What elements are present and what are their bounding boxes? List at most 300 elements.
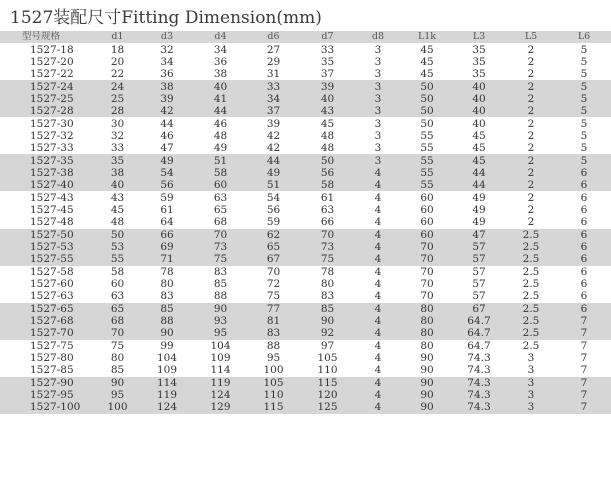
table-row [0,80,611,92]
value-cell: 83 [320,290,335,303]
value-cell: 54 [140,167,194,179]
value-cell: 60 [110,278,125,291]
value-cell: 45 [110,203,125,216]
value-cell: 6 [557,303,611,315]
value-cell: 38 [213,68,228,81]
value-cell: 90 [95,377,140,389]
value-cell: 3 [355,80,401,92]
value-cell: 119 [140,389,194,401]
value-cell: 3 [355,93,401,105]
value-cell: 39 [266,117,281,130]
value-cell: 73 [300,241,355,253]
value-cell: 44 [247,154,300,166]
value-cell: 47 [160,142,174,155]
value-cell: 90 [401,377,453,389]
column-header: d6 [247,31,300,43]
value-cell: 4 [355,303,401,315]
value-cell: 4 [355,377,401,389]
value-cell: 77 [247,303,300,315]
value-cell: 66 [320,216,335,229]
value-cell: 60 [420,191,434,204]
value-cell: 48 [213,129,228,142]
value-cell: 72 [266,278,281,291]
value-cell: 90 [401,389,453,401]
value-cell: 44 [194,105,247,117]
value-cell: 45 [320,117,335,130]
table-row [0,290,611,302]
value-cell: 61 [160,203,174,216]
value-cell: 93 [194,315,247,327]
value-cell: 80 [420,339,434,352]
value-cell: 65 [213,203,228,216]
value-cell: 109 [156,364,178,377]
table-row [0,105,611,117]
value-cell: 6 [580,203,588,216]
model-cell: 1527-48 [30,216,74,229]
value-cell: 40 [300,93,355,105]
value-cell: 70 [420,265,434,278]
model-cell: 1527-75 [30,339,74,352]
value-cell: 40 [453,93,505,105]
table-row [0,191,611,203]
model-cell: 1527-38 [0,167,95,179]
value-cell: 35 [95,154,140,166]
model-cell: 1527-90 [0,377,95,389]
column-header: L6 [557,31,611,43]
value-cell: 78 [320,265,335,278]
value-cell: 80 [110,352,125,365]
table-row [0,303,611,315]
value-cell: 70 [95,327,140,339]
value-cell: 2.5 [505,253,557,265]
value-cell: 4 [355,241,401,253]
table-row [0,154,611,166]
value-cell: 2.5 [522,290,540,303]
value-cell: 50 [420,117,434,130]
value-cell: 20 [110,55,125,68]
table-row [0,204,611,216]
table-row [0,142,611,154]
value-cell: 56 [140,179,194,191]
value-cell: 55 [401,167,453,179]
model-cell: 1527-65 [0,303,95,315]
value-cell: 124 [140,401,194,413]
table-body [0,43,611,413]
value-cell: 70 [401,241,453,253]
value-cell: 95 [95,389,140,401]
table-row [0,130,611,142]
value-cell: 7 [557,401,611,413]
value-cell: 2.5 [522,339,540,352]
value-cell: 4 [355,179,401,191]
value-cell: 4 [355,401,401,413]
value-cell: 46 [213,117,228,130]
value-cell: 70 [401,253,453,265]
value-cell: 4 [374,290,382,303]
value-cell: 49 [472,216,486,229]
model-cell: 1527-32 [30,129,74,142]
value-cell: 7 [557,389,611,401]
table-row [0,352,611,364]
value-cell: 3 [505,389,557,401]
value-cell: 40 [453,105,505,117]
table-row [0,389,611,401]
value-cell: 55 [420,129,434,142]
value-cell: 5 [580,68,588,81]
value-cell: 97 [320,339,335,352]
value-cell: 47 [453,229,505,241]
page-title: 1527装配尺寸Fitting Dimension(mm) [10,8,322,28]
value-cell: 27 [266,43,281,56]
value-cell: 35 [472,55,486,68]
value-cell: 49 [140,154,194,166]
value-cell: 5 [557,80,611,92]
value-cell: 3 [374,43,382,56]
value-cell: 70 [420,290,434,303]
value-cell: 64.7 [467,339,491,352]
model-cell: 1527-45 [30,203,74,216]
table-row [0,377,611,389]
value-cell: 90 [420,352,434,365]
value-cell: 2.5 [505,327,557,339]
value-cell: 33 [247,80,300,92]
value-cell: 110 [317,364,338,377]
model-cell: 1527-25 [0,93,95,105]
value-cell: 2.5 [522,278,540,291]
value-cell: 50 [401,80,453,92]
value-cell: 63 [110,290,125,303]
value-cell: 5 [557,154,611,166]
value-cell: 44 [453,179,505,191]
value-cell: 104 [210,339,231,352]
value-cell: 80 [401,303,453,315]
value-cell: 59 [266,216,281,229]
value-cell: 83 [160,290,174,303]
table-row [0,68,611,80]
value-cell: 6 [557,229,611,241]
value-cell: 2 [527,142,535,155]
value-cell: 64.7 [453,315,505,327]
value-cell: 6 [557,253,611,265]
value-cell: 3 [355,105,401,117]
value-cell: 90 [420,364,434,377]
value-cell: 83 [213,265,228,278]
value-cell: 120 [300,389,355,401]
column-header: d1 [95,31,140,43]
value-cell: 6 [557,167,611,179]
model-cell: 1527-70 [0,327,95,339]
value-cell: 43 [110,191,125,204]
value-cell: 61 [320,191,335,204]
value-cell: 4 [374,191,382,204]
value-cell: 57 [453,241,505,253]
value-cell: 6 [557,241,611,253]
value-cell: 32 [110,129,125,142]
value-cell: 5 [580,43,588,56]
value-cell: 70 [420,278,434,291]
model-cell: 1527-28 [0,105,95,117]
value-cell: 4 [355,315,401,327]
value-cell: 95 [194,327,247,339]
value-cell: 60 [401,229,453,241]
value-cell: 50 [401,93,453,105]
table-row [0,364,611,376]
value-cell: 42 [266,142,281,155]
value-cell: 125 [300,401,355,413]
value-cell: 3 [374,68,382,81]
value-cell: 48 [110,216,125,229]
value-cell: 34 [160,55,174,68]
table-row [0,266,611,278]
value-cell: 40 [472,117,486,130]
table-row [0,340,611,352]
value-cell: 80 [320,278,335,291]
model-cell: 1527-60 [30,278,74,291]
value-cell: 5 [580,142,588,155]
value-cell: 85 [140,303,194,315]
value-cell: 59 [160,191,174,204]
value-cell: 40 [95,179,140,191]
value-cell: 64.7 [453,327,505,339]
value-cell: 115 [300,377,355,389]
table-row [0,241,611,253]
value-cell: 40 [194,80,247,92]
value-cell: 124 [194,389,247,401]
model-cell: 1527-20 [30,55,74,68]
value-cell: 65 [247,241,300,253]
value-cell: 3 [505,377,557,389]
model-cell: 1527-63 [30,290,74,303]
value-cell: 2 [505,179,557,191]
model-cell: 1527-80 [30,352,74,365]
value-cell: 81 [247,315,300,327]
value-cell: 4 [374,339,382,352]
value-cell: 68 [95,315,140,327]
value-cell: 4 [374,203,382,216]
value-cell: 63 [320,203,335,216]
value-cell: 50 [300,154,355,166]
value-cell: 7 [580,352,588,365]
value-cell: 2.5 [505,241,557,253]
value-cell: 46 [160,129,174,142]
value-cell: 43 [300,105,355,117]
value-cell: 49 [472,203,486,216]
model-cell: 1527-18 [30,43,74,56]
value-cell: 4 [374,352,382,365]
value-cell: 2 [527,43,535,56]
value-cell: 37 [320,68,335,81]
model-cell: 1527-30 [30,117,74,130]
value-cell: 58 [110,265,125,278]
value-cell: 71 [140,253,194,265]
value-cell: 58 [300,179,355,191]
value-cell: 35 [320,55,335,68]
value-cell: 22 [110,68,125,81]
value-cell: 78 [160,265,174,278]
table-row [0,179,611,191]
value-cell: 75 [300,253,355,265]
value-cell: 55 [401,154,453,166]
value-cell: 104 [156,352,178,365]
value-cell: 75 [194,253,247,265]
value-cell: 92 [300,327,355,339]
value-cell: 6 [580,290,588,303]
value-cell: 65 [95,303,140,315]
value-cell: 2 [527,216,535,229]
value-cell: 38 [95,167,140,179]
value-cell: 100 [263,364,284,377]
value-cell: 34 [213,43,228,56]
value-cell: 7 [580,364,588,377]
value-cell: 5 [580,129,588,142]
value-cell: 60 [194,179,247,191]
value-cell: 18 [110,43,125,56]
value-cell: 56 [266,203,281,216]
value-cell: 49 [247,167,300,179]
value-cell: 36 [160,68,174,81]
value-cell: 57 [453,253,505,265]
value-cell: 34 [247,93,300,105]
value-cell: 7 [557,315,611,327]
value-cell: 45 [420,68,434,81]
value-cell: 36 [213,55,228,68]
table-row [0,167,611,179]
value-cell: 48 [320,142,335,155]
value-cell: 2 [527,191,535,204]
value-cell: 2 [505,154,557,166]
value-cell: 80 [401,327,453,339]
value-cell: 57 [472,290,486,303]
value-cell: 68 [213,216,228,229]
value-cell: 85 [300,303,355,315]
value-cell: 53 [95,241,140,253]
value-cell: 2 [527,203,535,216]
model-cell: 1527-24 [0,80,95,92]
value-cell: 5 [557,105,611,117]
value-cell: 110 [247,389,300,401]
value-cell: 74.3 [467,364,491,377]
value-cell: 2 [527,117,535,130]
dimension-table [0,31,611,414]
column-header: d7 [300,31,355,43]
value-cell: 41 [194,93,247,105]
value-cell: 4 [374,364,382,377]
model-cell: 1527-68 [0,315,95,327]
value-cell: 70 [300,229,355,241]
value-cell: 80 [160,278,174,291]
value-cell: 66 [140,229,194,241]
value-cell: 4 [374,278,382,291]
value-cell: 4 [355,253,401,265]
value-cell: 64 [160,216,174,229]
value-cell: 57 [472,278,486,291]
table-row [0,117,611,129]
table-row [0,401,611,413]
value-cell: 3 [527,352,535,365]
value-cell: 55 [401,179,453,191]
value-cell: 6 [557,179,611,191]
value-cell: 95 [266,352,281,365]
value-cell: 4 [374,265,382,278]
table-row [0,229,611,241]
value-cell: 2.5 [505,229,557,241]
value-cell: 3 [374,142,382,155]
value-cell: 33 [320,43,335,56]
table-row [0,216,611,228]
column-header: L3 [453,31,505,43]
value-cell: 99 [160,339,174,352]
value-cell: 5 [557,93,611,105]
value-cell: 5 [580,117,588,130]
value-cell: 45 [472,129,486,142]
value-cell: 29 [266,55,281,68]
model-cell: 1527-43 [30,191,74,204]
value-cell: 3 [355,154,401,166]
table-row [0,43,611,55]
value-cell: 75 [110,339,125,352]
model-cell: 1527-58 [30,265,74,278]
value-cell: 90 [194,303,247,315]
value-cell: 2 [527,68,535,81]
value-cell: 4 [355,327,401,339]
value-cell: 54 [266,191,281,204]
value-cell: 3 [374,129,382,142]
table-header [0,31,611,43]
table-row [0,278,611,290]
value-cell: 105 [317,352,338,365]
model-cell: 1527-100 [0,401,95,413]
value-cell: 50 [401,105,453,117]
value-cell: 42 [266,129,281,142]
value-cell: 60 [420,203,434,216]
value-cell: 31 [266,68,281,81]
header-row [0,31,611,43]
value-cell: 51 [247,179,300,191]
value-cell: 2.5 [505,303,557,315]
value-cell: 114 [210,364,231,377]
value-cell: 63 [213,191,228,204]
value-cell: 74.3 [453,389,505,401]
column-header: d8 [355,31,401,43]
value-cell: 40 [453,80,505,92]
value-cell: 45 [472,142,486,155]
value-cell: 6 [580,216,588,229]
value-cell: 6 [580,191,588,204]
value-cell: 49 [472,191,486,204]
value-cell: 30 [110,117,125,130]
value-cell: 28 [95,105,140,117]
value-cell: 80 [401,315,453,327]
model-cell: 1527-85 [30,364,74,377]
value-cell: 105 [247,377,300,389]
value-cell: 55 [420,142,434,155]
value-cell: 48 [320,129,335,142]
value-cell: 55 [95,253,140,265]
table-row [0,253,611,265]
value-cell: 37 [247,105,300,117]
value-cell: 7 [580,339,588,352]
value-cell: 42 [140,105,194,117]
value-cell: 67 [453,303,505,315]
value-cell: 2 [505,93,557,105]
value-cell: 57 [472,265,486,278]
model-cell: 1527-53 [0,241,95,253]
value-cell: 70 [194,229,247,241]
value-cell: 115 [247,401,300,413]
value-cell: 3 [527,364,535,377]
value-cell: 85 [110,364,125,377]
value-cell: 129 [194,401,247,413]
